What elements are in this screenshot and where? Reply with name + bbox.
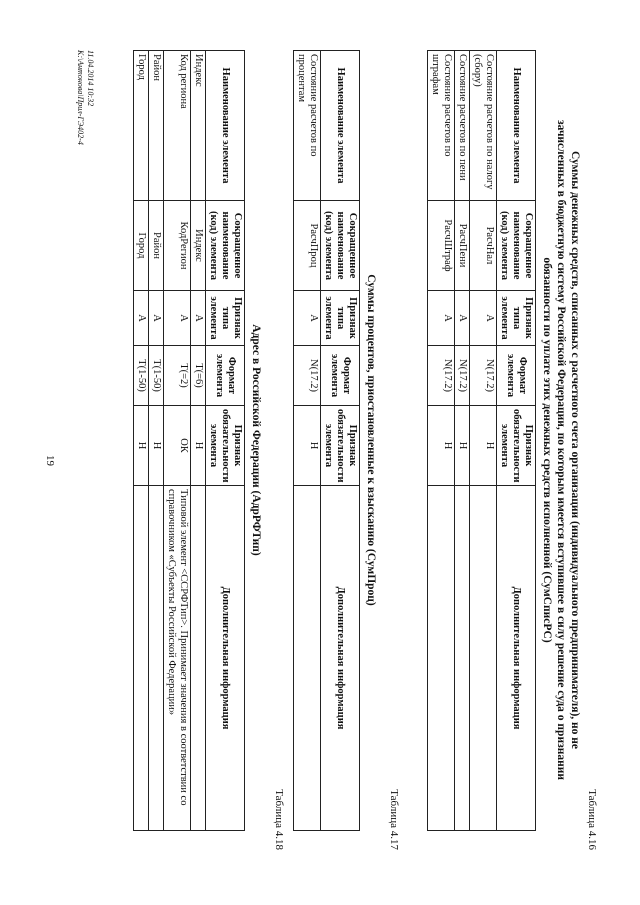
table-header-row [206,51,245,831]
cell: Индекс [191,201,206,291]
table-header-row [321,51,360,831]
page-number: 19 [44,455,56,466]
cell: Состояние расчетов по процентам [294,51,321,201]
cell: А [191,291,206,346]
cell: Состояние расчетов по штрафам [428,51,455,201]
table-number: Таблица 4.18 [273,789,285,850]
title-line-2: зачисленных в бюджетную систему Российской Федерации, по которым имеется вступившее в силу решение суда о признании [555,120,567,780]
cell: А [455,291,470,346]
header-cell: Дополнительная информация [497,486,536,831]
header-cell: Формат элемента [206,346,245,406]
cell: Н [428,406,455,486]
header-cell: Сокращенное наименование (код) элемента [206,201,245,291]
cell: Н [294,406,321,486]
table-4-17 [293,50,360,831]
table-row [470,51,497,831]
cell [294,486,321,831]
header-cell: Дополнительная информация [206,486,245,831]
header-cell: Наименование элемента [321,51,360,201]
header-cell: Признак типа элемента [497,291,536,346]
cell: А [134,291,149,346]
rotated-content [70,50,600,850]
cell: РасчПени [455,201,470,291]
cell: T(1-50) [134,346,149,406]
cell: Город [134,51,149,201]
table-row [294,51,321,831]
header-cell: Наименование элемента [497,51,536,201]
cell: Типовой элемент <ССРФТип>. Принимает значения в соответствии со справочником «Субъекты Российской Федерации» [164,486,191,831]
cell [134,486,149,831]
cell: Индекс [191,51,206,201]
header-cell: Признак типа элемента [321,291,360,346]
cell: Район [149,201,164,291]
cell: Город [134,201,149,291]
header-cell: Сокращенное наименование (код) элемента [497,201,536,291]
table-4-18 [133,50,245,831]
cell: А [470,291,497,346]
header-cell: Дополнительная информация [321,486,360,831]
cell: N(17.2) [455,346,470,406]
table-title: Адрес в Российской Федерации (АдрРФТип) [250,324,262,556]
stamp-file-path: К:\Антонова\Прил-ГЭ402-4 [76,50,85,145]
cell: Н [134,406,149,486]
header-cell: Признак обязательности элемента [497,406,536,486]
cell: Н [470,406,497,486]
cell: А [294,291,321,346]
header-cell: Признак обязательности элемента [206,406,245,486]
table-row [149,51,164,831]
header-cell: Сокращенное наименование (код) элемента [321,201,360,291]
table-row [134,51,149,831]
cell [455,486,470,831]
title-line-1: Суммы денежных средств, списанных с расчетного счета организации (индивидуального предпринимателя), но не [569,150,581,750]
cell [470,486,497,831]
table-header-row [497,51,536,831]
cell [428,486,455,831]
cell: А [149,291,164,346]
table-row [164,51,191,831]
cell: N(17.2) [470,346,497,406]
cell [149,486,164,831]
cell: T(=2) [164,346,191,406]
header-cell: Формат элемента [321,346,360,406]
cell: T(1-50) [149,346,164,406]
stamp-date: 11.04.2014 10:32 [86,50,95,107]
header-cell: Формат элемента [497,346,536,406]
cell: Н [191,406,206,486]
cell: N(17.2) [294,346,321,406]
cell: РасчНал [470,201,497,291]
table-number: Таблица 4.17 [388,789,400,850]
cell: А [164,291,191,346]
cell [191,486,206,831]
cell: Состояние расчетов по пени [455,51,470,201]
table-row [191,51,206,831]
cell: T(=6) [191,346,206,406]
cell: Код региона [164,51,191,201]
cell: Н [149,406,164,486]
table-4-16 [427,50,536,831]
table-title [540,70,582,830]
table-row [428,51,455,831]
header-cell: Наименование элемента [206,51,245,201]
cell: ОК [164,406,191,486]
table-number: Таблица 4.16 [586,789,598,850]
cell: А [428,291,455,346]
header-cell: Признак типа элемента [206,291,245,346]
cell: Район [149,51,164,201]
table-title: Суммы процентов, приостановленные к взысканию (СумПроц) [365,274,377,606]
cell: Н [455,406,470,486]
title-line-3: обязанности по уплате этих денежных средств исполненной (СумСписРС) [541,257,553,643]
cell: КодРегион [164,201,191,291]
cell: N(17.2) [428,346,455,406]
cell: Состояние расчетов по налогу (сбору) [470,51,497,201]
file-stamp [75,50,95,145]
table-row [455,51,470,831]
cell: РасчПроц [294,201,321,291]
header-cell: Признак обязательности элемента [321,406,360,486]
cell: РасчШтраф [428,201,455,291]
